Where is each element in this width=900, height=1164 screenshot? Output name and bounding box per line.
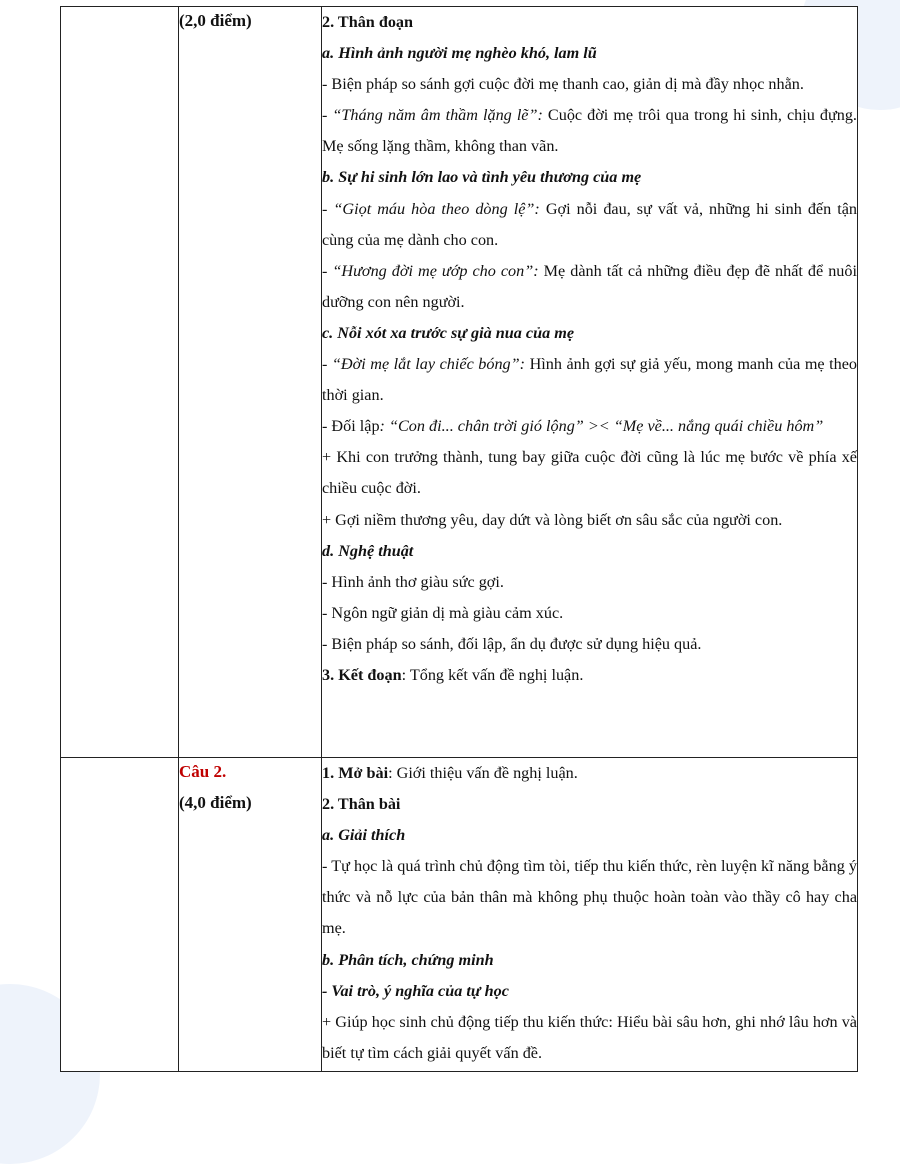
subheading-d: d. Nghệ thuật <box>322 541 414 560</box>
paragraph: + Khi con trưởng thành, tung bay giữa cuộc đời cũng là lúc mẹ bước về phía xế chiều cuộc đời. <box>322 448 857 498</box>
paragraph <box>322 349 857 411</box>
paragraph <box>322 411 857 442</box>
text: - Đối lập <box>322 417 380 436</box>
quote: - “Giọt máu hòa theo dòng lệ”: <box>322 199 540 218</box>
sub-subheading: - Vai trò, ý nghĩa của tự học <box>322 981 509 1000</box>
section-heading: 2. Thân bài <box>322 795 401 814</box>
blank-cell <box>61 758 179 1072</box>
subheading-a: a. Giải thích <box>322 826 406 845</box>
subheading-a: a. Hình ảnh người mẹ nghèo khó, lam lũ <box>322 44 597 63</box>
paragraph: - Biện pháp so sánh gợi cuộc đời mẹ thanh cao, giản dị mà đầy nhọc nhằn. <box>322 75 804 94</box>
paragraph: + Giúp học sinh chủ động tiếp thu kiến thức: Hiểu bài sâu hơn, ghi nhớ lâu hơn và biết tự tìm cách giải quyết vấn đề. <box>322 1012 857 1062</box>
intro-label: 1. Mở bài <box>322 764 389 782</box>
conclusion-label: 3. Kết đoạn <box>322 665 402 684</box>
paragraph <box>322 758 857 789</box>
subheading-c: c. Nỗi xót xa trước sự già nua của mẹ <box>322 323 575 342</box>
paragraph <box>322 256 857 318</box>
score-label: (2,0 điểm) <box>179 11 252 30</box>
content-cell <box>322 758 858 1072</box>
quote: - “Tháng năm âm thầm lặng lẽ”: <box>322 106 543 125</box>
paragraph: - Biện pháp so sánh, đối lập, ẩn dụ được sử dụng hiệu quả. <box>322 634 702 653</box>
section-heading: 2. Thân đoạn <box>322 13 414 31</box>
quote: : “Con đi... chân trời gió lộng” >< “Mẹ về... nắng quái chiều hôm” <box>379 417 824 436</box>
subheading-b: b. Sự hi sinh lớn lao và tình yêu thương của mẹ <box>322 168 642 187</box>
paragraph <box>322 660 857 691</box>
table-row <box>61 758 858 1072</box>
question-label: Câu 2. <box>179 762 227 781</box>
paragraph: - Hình ảnh thơ giàu sức gợi. <box>322 572 504 591</box>
paragraph: - Tự học là quá trình chủ động tìm tòi, tiếp thu kiến thức, rèn luyện kĩ năng bằng ý thức và nỗ lực của bản thân mà không phụ thuộc hoàn toàn vào thầy cô hay cha mẹ. <box>322 857 857 938</box>
text: : Tổng kết vấn đề nghị luận. <box>401 665 584 684</box>
text: : Giới thiệu vấn đề nghị luận. <box>388 764 578 782</box>
text: Gợi nỗi đau, sự vất vả, những hi sinh đến tận cùng của mẹ dành cho con. <box>322 199 857 249</box>
text: Cuộc đời mẹ trôi qua trong hi sinh, chịu đựng. Mẹ sống lặng thầm, không than vãn. <box>322 106 857 156</box>
paragraph: + Gợi niềm thương yêu, day dứt và lòng biết ơn sâu sắc của người con. <box>322 510 783 529</box>
quote: - “Đời mẹ lắt lay chiếc bóng”: <box>322 355 526 374</box>
blank-cell <box>61 7 179 758</box>
table-row <box>61 7 858 758</box>
paragraph <box>322 194 857 256</box>
text: Mẹ dành tất cả những điều đẹp đẽ nhất để nuôi dưỡng con nên người. <box>322 261 857 311</box>
answer-table <box>60 6 858 1072</box>
question-cell <box>179 758 322 1072</box>
paragraph <box>322 100 857 162</box>
paragraph: - Ngôn ngữ giản dị mà giàu cảm xúc. <box>322 603 564 622</box>
text: Hình ảnh gợi sự giả yếu, mong manh của mẹ theo thời gian. <box>322 355 857 405</box>
score-label: (4,0 điểm) <box>179 793 252 812</box>
quote: - “Hương đời mẹ ướp cho con”: <box>322 261 539 280</box>
content-cell <box>322 7 858 758</box>
score-cell <box>179 7 322 758</box>
subheading-b: b. Phân tích, chứng minh <box>322 950 494 969</box>
